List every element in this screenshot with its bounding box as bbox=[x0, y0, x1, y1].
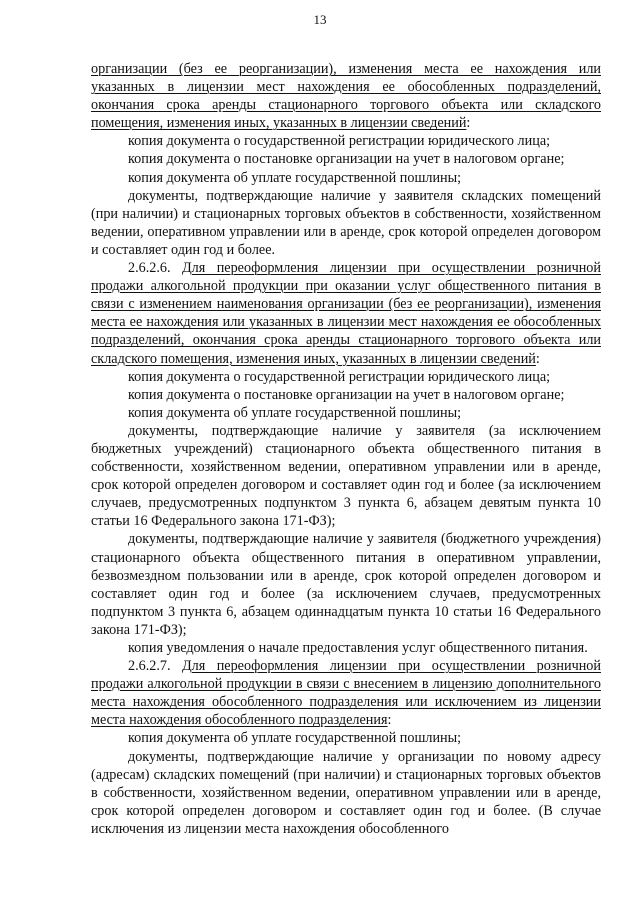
underlined-text: организации (без ее реорганизации), изменения места ее нахождения или указанных в лицензии мест нахождения ее обособленных подразделений, окончания срока аренды стационарного торгового объекта или складского помещения, изменения иных, указанных в лицензии сведений bbox=[91, 61, 601, 132]
underlined-text: Для переоформления лицензии при осуществлении розничной продажи алкогольной продукции при оказании услуг общественного питания в связи с изменением наименования организации (без ее реорганизации), изменения места ее нахождения или указанных в лицензии мест нахождения ее обособленных подразделений, окончания срока аренды стационарного торгового объекта или складского помещения, изменения иных, указанных в лицензии сведений bbox=[91, 260, 601, 367]
section-number: 2.6.2.7. bbox=[128, 658, 182, 675]
underlined-text: Для переоформления лицензии при осуществлении розничной продажи алкогольной продукции в связи с внесением в лицензию дополнительного места нахождения обособленного подразделения или исключением из лицензии места нахождения обособленного подразделения bbox=[91, 658, 601, 729]
document-body bbox=[91, 60, 601, 838]
paragraph-organization-changes bbox=[91, 60, 601, 132]
list-item: документы, подтверждающие наличие у организации по новому адресу (адресам) складских помещений (при наличии) и стационарных торговых объектов в собственности, хозяйственном ведении, оперативном управлении или в аренде, срок которой определен договором и составляет один год и более. (В случае исключения из лицензии места нахождения обособленного bbox=[91, 748, 601, 837]
list-item: копия документа о постановке организации на учет в налоговом органе; bbox=[128, 386, 565, 403]
list-item: документы, подтверждающие наличие у заявителя (бюджетного учреждения) стационарного объекта общественного питания в оперативном управлении, безвозмездном пользовании или в аренде, срок которой определен договором и составляет один год и более (за исключением случаев, предусмотренных подпунктом 3 пункта 6, абзацем одиннадцатым пункта 10 статьи 16 Федерального закона 171-ФЗ); bbox=[91, 531, 601, 638]
section-number: 2.6.2.6. bbox=[128, 260, 182, 277]
paragraph-tail: : bbox=[535, 350, 540, 367]
list-item: копия документа о государственной регистрации юридического лица; bbox=[128, 133, 551, 150]
paragraph-tail: : bbox=[387, 712, 392, 729]
list-item: документы, подтверждающие наличие у заявителя складских помещений (при наличии) и стационарных торговых объектов в собственности, хозяйственном ведении, оперативном управлении или в аренде, срок которой определен договором и составляет один год и более. bbox=[91, 187, 601, 258]
section-2-6-2-6 bbox=[91, 259, 601, 368]
list-item: документы, подтверждающие наличие у заявителя (за исключением бюджетных учреждений) стационарного объекта общественного питания в собственности, хозяйственном ведении, оперативном управлении или в аренде, срок которой определен договором и составляет один год и более (за исключением случаев, предусмотренных подпунктом 3 пункта 6, абзацем девятым пункта 10 статьи 16 Федерального закона 171-ФЗ); bbox=[91, 422, 601, 530]
list-item: копия документа о государственной регистрации юридического лица; bbox=[128, 368, 551, 385]
page-number: 13 bbox=[313, 12, 327, 27]
list-item: копия документа об уплате государственной пошлины; bbox=[128, 404, 462, 421]
list-item: копия документа об уплате государственной пошлины; bbox=[128, 730, 462, 747]
section-2-6-2-7 bbox=[91, 657, 601, 729]
list-item: копия уведомления о начале предоставления услуг общественного питания. bbox=[128, 640, 588, 656]
list-item: копия документа о постановке организации на учет в налоговом органе; bbox=[128, 151, 565, 168]
paragraph-tail: : bbox=[466, 115, 471, 132]
list-item: копия документа об уплате государственной пошлины; bbox=[128, 169, 462, 186]
